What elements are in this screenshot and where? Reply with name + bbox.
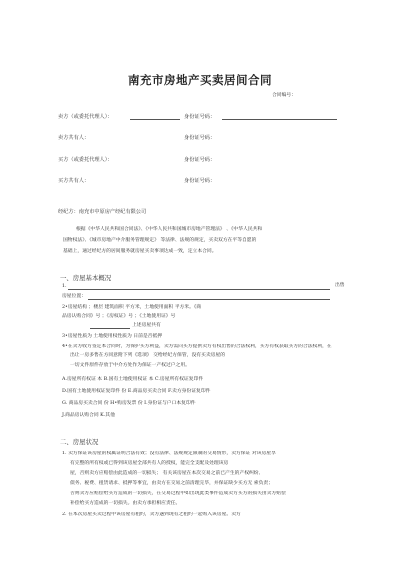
intro-line-3: 基础上，通过经纪方的居间服务就房屋买卖事项达成一致，定立本合同。 (63, 249, 217, 254)
s1-line-3: 品房认购合同》号 ；《房权证》号 ；《土地使用证》号 (62, 314, 176, 319)
s1-line-1: 1. (62, 284, 67, 289)
s2-line-3: 屋，否则卖方应赔偿由此造成的一切损失； 有关该房屋在本次交易之前已产生的产权纠纷、 (70, 471, 264, 476)
seller-name-line[interactable] (130, 119, 180, 120)
location-line-2[interactable] (88, 299, 330, 300)
s2-line-4: 债务、税费、租赁请求、抵押等事宜，由卖方在交易之前清理完毕，并保证缺少买方无 索负责； (70, 481, 273, 486)
s1-line-6: 4•在卖方收方签定本合同时，为保护买方利益，卖方需向买方提供卖方有权出售的合法权利，买方有权获取买方的合法权利，在 (62, 344, 332, 349)
seller-id-line[interactable] (222, 119, 337, 120)
intro-line-1: 根据《中华人民共和国合同法》、《中华人民共和国城市房地产管理法》 、《中华人民共和 (76, 227, 263, 232)
seller-co-owner-label: 卖方共有人： (58, 135, 90, 141)
s2-line-2: 有完整的所有权或已得到该房屋全部共有人的授权，能完全支配及处理该房 (70, 461, 229, 466)
location-line[interactable] (68, 289, 330, 290)
buyer-co-owner-label: 买方共有人： (58, 178, 90, 184)
seller-id-label: 身份证号码： (184, 114, 216, 120)
intro-line-2: 国物权法》、《城市房地产中介服务管理规定》 等法律、法规的规定，买卖双方在平等自愿的 (63, 238, 257, 243)
option-row-4: J.商品房认购合同 K.其他 (62, 413, 115, 418)
s2-line-5: 否则卖方应赔偿给买方造成的一切损失，在交易过程中如出现此类事件造成卖方买方的损失由卖方赔偿 (70, 491, 286, 496)
option-row-3: G. 商品房买卖合同 份 H•购房发票 份 I.身份证与户口本复印件 (62, 401, 196, 406)
s2-line-6: 补偿给买方造成的一切损失。由卖方承担相应责任。 (70, 501, 181, 506)
seller-co-id-label: 身份证号码： (184, 135, 216, 141)
page-title: 南充市房地产买卖居间合同 (128, 73, 272, 87)
buyer-id-label: 身份证号码： (184, 157, 216, 163)
option-row-1: A.房屋所有权证 本 B.国有土地使用权证 本 C.房屋所有权证复印件 (62, 377, 204, 382)
option-row-2: D.国有土地使用权证复印件 份 E.商品房买卖合同 F.卖方身份证复印件 (62, 389, 211, 394)
co-owner-blank[interactable] (90, 328, 130, 329)
contract-number-label: 合同编号： (272, 93, 296, 98)
section-1-heading: 一、房屋基本概况 (60, 274, 112, 282)
s1-line-8: 一切文件原件存放于中介方处作为保证一产权过户之用。 (70, 363, 190, 368)
location-suffix: 出售 (335, 283, 345, 288)
broker-line: 经纪方：南充市中原房产经纪有限公司 (58, 209, 147, 215)
buyer-co-id-label: 身份证号码： (184, 178, 216, 184)
s1-line-4: 上述房屋共有 (132, 323, 161, 328)
s1-line-2: 2•房屋结构 ；楼层 建筑面积 平方米，土地使用面积 平方米。《商 (62, 305, 202, 310)
section-2-heading: 二、房屋状况 (60, 438, 99, 446)
s1-line-7: 出让一房多售在方同意附下列《选项》 交给经纪方保管，没有买卖房屋的 (70, 353, 226, 358)
s1-line-5: 3•房屋性质为 土地使用权性质为 日前是否抵押 (62, 334, 163, 339)
buyer-label: 买方（或委托代理人）： (58, 157, 113, 163)
s1-location-label: 房屋位置： (62, 294, 86, 299)
seller-label: 卖方（或委托代理人）： (58, 114, 113, 120)
s2-line-1: 1. 卖方保证该房屋的权属证明合法有效；没有法律、法规规定限制的交易情形，卖方保证 对该房屋享 (62, 451, 276, 456)
s2-line-7: 2. 在本次房屋买卖过程中该房屋有租约，卖方遇到现有之租约一起购入该房屋。卖方 (62, 512, 241, 517)
